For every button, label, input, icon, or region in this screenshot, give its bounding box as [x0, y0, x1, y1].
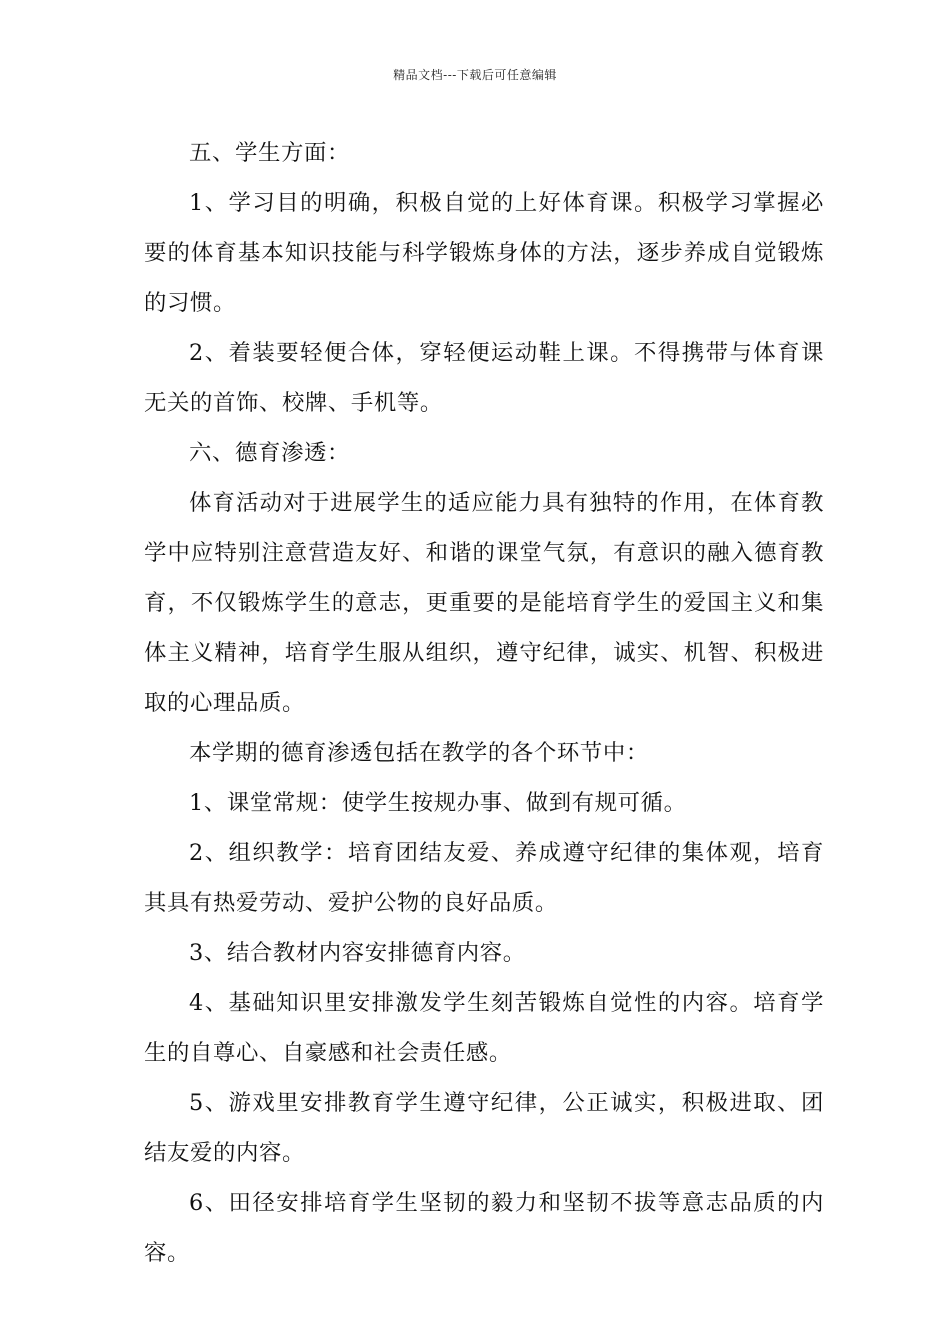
paragraph-item: 5、游戏里安排教育学生遵守纪律，公正诚实，积极进取、团结友爱的内容。: [144, 1090, 824, 1166]
paragraph-item: 6、田径安排培育学生坚韧的毅力和坚韧不拔等意志品质的内容。: [144, 1190, 824, 1266]
paragraph-item: 本学期的德育渗透包括在教学的各个环节中：: [189, 740, 649, 766]
document-body: [144, 128, 824, 1278]
paragraph-item: 2、着装要轻便合体，穿轻便运动鞋上课。不得携带与体育课无关的首饰、校牌、手机等。: [144, 340, 824, 416]
section-heading-moral-education: 六、德育渗透：: [189, 440, 350, 466]
paragraph-item: 3、结合教材内容安排德育内容。: [189, 940, 526, 966]
paragraph-item: 体育活动对于进展学生的适应能力具有独特的作用，在体育教学中应特别注意营造友好、和谐的课堂气氛，有意识的融入德育教育，不仅锻炼学生的意志，更重要的是能培育学生的爱国主义和集体主义精神，培育学生服从组织，遵守纪律，诚实、机智、积极进取的心理品质。: [144, 490, 824, 716]
paragraph-item: 4、基础知识里安排激发学生刻苦锻炼自觉性的内容。培育学生的自尊心、自豪感和社会责任感。: [144, 990, 824, 1066]
paragraph-item: 2、组织教学：培育团结友爱、养成遵守纪律的集体观，培育其具有热爱劳动、爱护公物的良好品质。: [144, 840, 824, 916]
page-header: 精品文档---下载后可任意编辑: [393, 68, 557, 82]
paragraph-item: 1、学习目的明确，积极自觉的上好体育课。积极学习掌握必要的体育基本知识技能与科学锻炼身体的方法，逐步养成自觉锻炼的习惯。: [144, 190, 824, 316]
section-heading-students: 五、学生方面：: [189, 140, 350, 166]
paragraph-item: 1、课堂常规：使学生按规办事、做到有规可循。: [189, 790, 687, 816]
